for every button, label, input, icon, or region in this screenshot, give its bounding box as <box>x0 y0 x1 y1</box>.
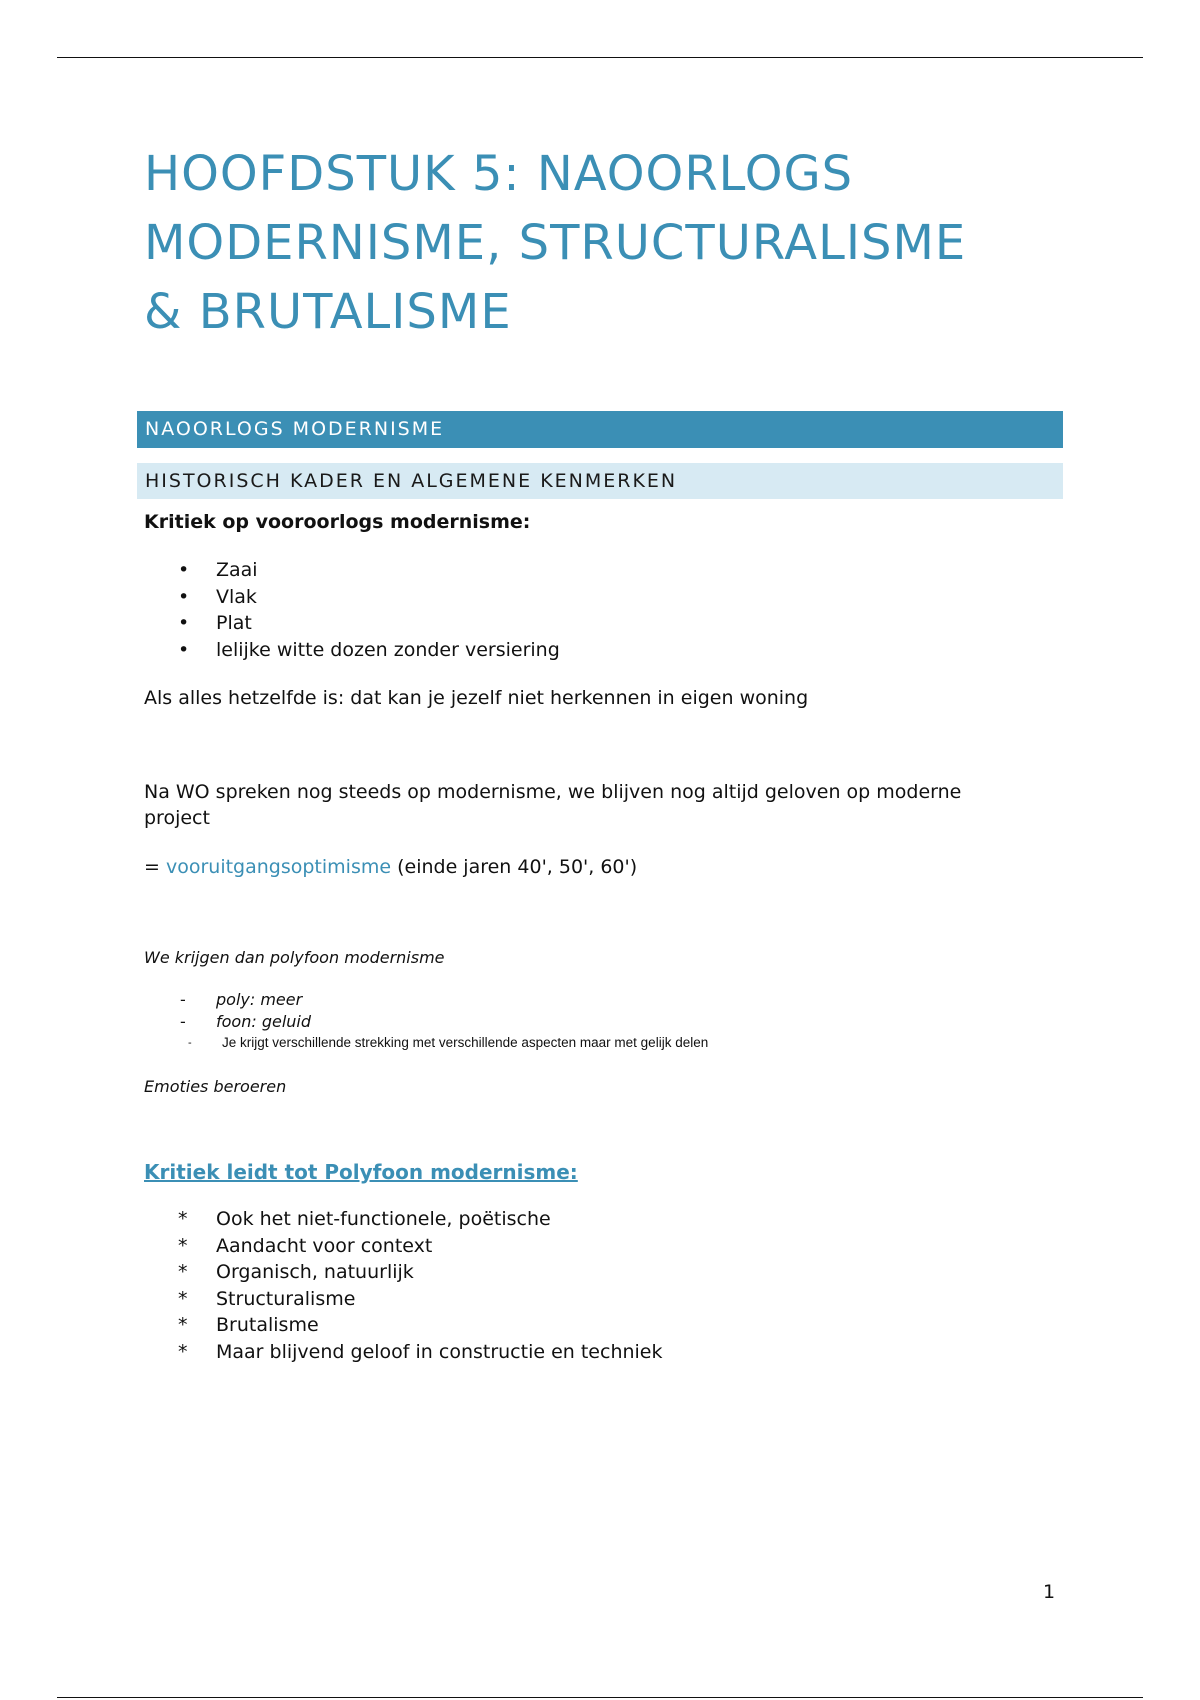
list-item: * Brutalisme <box>144 1312 663 1339</box>
list-item: * Ook het niet-functionele, poëtische <box>144 1206 663 1233</box>
asterisk-icon: * <box>178 1208 188 1230</box>
page-title <box>144 140 1074 347</box>
bullet-icon: • <box>178 585 190 608</box>
paragraph-herkennen: Als alles hetzelfde is: dat kan je jezelf niet herkennen in eigen woning <box>144 687 809 709</box>
polyfoon-kenmerken-list <box>144 1206 663 1365</box>
bullet-icon: • <box>178 559 190 581</box>
list-item: • Plat <box>144 610 560 637</box>
dash-icon: - <box>180 990 186 1009</box>
title-line-1: HOOFDSTUK 5: NAOORLOGS <box>144 146 854 202</box>
paragraph-na-wo <box>144 779 961 831</box>
bullet-icon: • <box>178 612 190 634</box>
paragraph-na-wo-line-1: Na WO spreken nog steeds op modernisme, we blijven nog altijd geloven op moderne <box>144 781 962 803</box>
list-item: • Zaai <box>144 557 560 584</box>
title-line-2: MODERNISME, STRUCTURALISME <box>144 215 967 271</box>
asterisk-icon: * <box>178 1340 188 1363</box>
subsection-heading-historisch-kader: HISTORISCH KADER EN ALGEMENE KENMERKEN <box>137 463 1063 499</box>
list-item: * Aandacht voor context <box>144 1233 663 1260</box>
kritiek-list <box>144 557 560 663</box>
list-item: • lelijke witte dozen zonder versiering <box>144 637 560 664</box>
top-rule <box>57 57 1143 58</box>
list-item: - poly: meer <box>180 990 303 1009</box>
list-item: - foon: geluid <box>180 1012 312 1031</box>
polyfoon-intro: We krijgen dan polyfoon modernisme <box>144 948 445 967</box>
paragraph-na-wo-line-2: project <box>144 807 210 829</box>
emoties-text: Emoties beroeren <box>144 1077 287 1096</box>
asterisk-icon: * <box>178 1287 188 1310</box>
list-item: • Vlak <box>144 584 560 611</box>
section-heading-naoorlogs-modernisme: NAOORLOGS MODERNISME <box>137 411 1063 448</box>
page-number: 1 <box>1043 1581 1056 1603</box>
title-line-3: & BRUTALISME <box>144 284 512 340</box>
highlight-term: vooruitgangsoptimisme <box>165 856 392 878</box>
asterisk-icon: * <box>178 1234 188 1257</box>
list-item: * Structuralisme <box>144 1286 663 1313</box>
list-item: - Je krijgt verschillende strekking met verschillende aspecten maar met gelijk delen <box>144 1033 708 1053</box>
list-item: * Organisch, natuurlijk <box>144 1259 663 1286</box>
asterisk-icon: * <box>178 1261 188 1283</box>
bottom-rule <box>57 1697 1143 1698</box>
bullet-icon: • <box>178 638 190 661</box>
polyfoon-list <box>144 989 708 1053</box>
list-item: * Maar blijvend geloof in constructie en techniek <box>144 1339 663 1366</box>
asterisk-icon: * <box>178 1314 188 1336</box>
kritiek-label: Kritiek op vooroorlogs modernisme: <box>144 511 531 533</box>
dash-icon: - <box>188 1037 192 1049</box>
paragraph-vooruitgang: = vooruitgangsoptimisme (einde jaren 40', 50', 60') <box>144 856 638 878</box>
dash-icon: - <box>180 1012 186 1031</box>
kritiek-polyfoon-heading: Kritiek leidt tot Polyfoon modernisme: <box>144 1160 578 1184</box>
